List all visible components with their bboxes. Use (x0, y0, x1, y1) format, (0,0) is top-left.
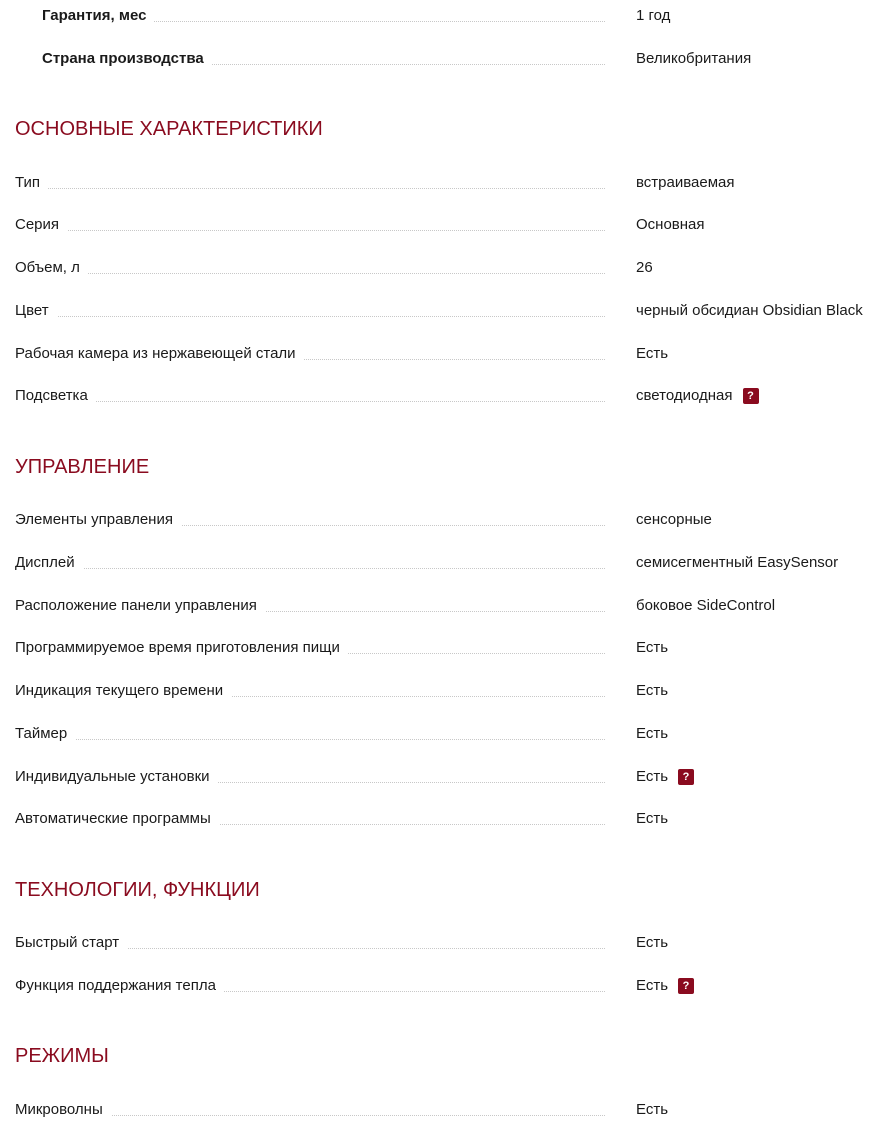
spec-row (0, 1100, 883, 1124)
spec-name: Цвет (15, 301, 57, 321)
dotted-leader (15, 739, 605, 740)
spec-name: Быстрый старт (15, 933, 127, 953)
spec-name: Микроволны (15, 1100, 111, 1120)
spec-value-text: семисегментный EasySensor (636, 554, 839, 571)
spec-name: Индивидуальные установки (15, 767, 218, 787)
spec-value (636, 767, 694, 787)
spec-row (0, 258, 883, 282)
spec-row (0, 638, 883, 662)
spec-name: Тип (15, 173, 48, 193)
dotted-leader (15, 568, 605, 569)
spec-name: Программируемое время приготовления пищи (15, 638, 348, 658)
help-button[interactable]: ? (678, 978, 694, 994)
spec-row (0, 510, 883, 534)
dotted-leader (15, 316, 605, 317)
spec-name: Объем, л (15, 258, 88, 278)
spec-value-text: 1 год (636, 7, 671, 24)
section-title-modes: РЕЖИМЫ (15, 1045, 109, 1067)
spec-name: Функция поддержания тепла (15, 976, 224, 996)
spec-value (636, 6, 670, 26)
spec-name: Элементы управления (15, 510, 181, 530)
section-title-technologies: ТЕХНОЛОГИИ, ФУНКЦИИ (15, 879, 260, 901)
spec-name: Рабочая камера из нержавеющей стали (15, 344, 304, 364)
spec-row-warranty (0, 6, 883, 30)
spec-value (636, 724, 668, 744)
help-button[interactable]: ? (743, 388, 759, 404)
spec-value (636, 809, 668, 829)
spec-value (636, 596, 775, 616)
spec-value (636, 1100, 668, 1120)
spec-row (0, 344, 883, 368)
spec-value (636, 553, 838, 573)
spec-value-text: Есть (636, 682, 669, 699)
spec-value (636, 933, 668, 953)
dotted-leader (15, 230, 605, 231)
spec-value (636, 49, 751, 69)
spec-value-text: 26 (636, 259, 653, 276)
spec-value (636, 976, 694, 996)
spec-value-text: Есть (636, 768, 669, 785)
dotted-leader (15, 401, 605, 402)
spec-row (0, 301, 883, 325)
dotted-leader (15, 273, 605, 274)
spec-row (0, 386, 883, 410)
spec-row (0, 767, 883, 791)
spec-name: Серия (15, 215, 67, 235)
spec-row (0, 553, 883, 577)
spec-value-text: боковое SideControl (636, 597, 776, 614)
spec-value-text: Есть (636, 977, 669, 994)
spec-value-text: светодиодная (636, 387, 733, 404)
spec-value-text: Есть (636, 639, 669, 656)
spec-name: Автоматические программы (15, 809, 219, 829)
spec-value (636, 301, 863, 321)
spec-value (636, 638, 668, 658)
spec-value (636, 510, 712, 530)
section-title-controls: УПРАВЛЕНИЕ (15, 456, 150, 478)
spec-name: Страна производства (15, 49, 212, 69)
spec-value-text: черный обсидиан Obsidian Black (636, 302, 863, 319)
spec-row-country (0, 49, 883, 73)
spec-value-text: Есть (636, 810, 669, 827)
spec-value-text: Есть (636, 934, 669, 951)
spec-row (0, 976, 883, 1000)
spec-value (636, 344, 668, 364)
spec-name: Гарантия, мес (15, 6, 154, 26)
spec-value-text: Есть (636, 1101, 669, 1118)
help-button[interactable]: ? (678, 769, 694, 785)
spec-value-text: Основная (636, 216, 705, 233)
spec-row (0, 933, 883, 957)
spec-value-text: Великобритания (636, 50, 752, 67)
spec-name: Дисплей (15, 553, 83, 573)
spec-row (0, 809, 883, 833)
spec-name: Подсветка (15, 386, 96, 406)
spec-value-text: встраиваемая (636, 174, 735, 191)
spec-row (0, 681, 883, 705)
spec-row (0, 596, 883, 620)
section-title-main-characteristics: ОСНОВНЫЕ ХАРАКТЕРИСТИКИ (15, 118, 323, 140)
spec-value-text: Есть (636, 345, 669, 362)
spec-value (636, 215, 705, 235)
spec-row (0, 215, 883, 239)
spec-name: Индикация текущего времени (15, 681, 231, 701)
spec-name: Таймер (15, 724, 75, 744)
spec-row (0, 173, 883, 197)
spec-value (636, 258, 653, 278)
spec-value (636, 681, 668, 701)
spec-value-text: сенсорные (636, 511, 712, 528)
spec-value (636, 386, 759, 406)
spec-name: Расположение панели управления (15, 596, 265, 616)
spec-value (636, 173, 735, 193)
spec-value-text: Есть (636, 725, 669, 742)
dotted-leader (15, 188, 605, 189)
spec-row (0, 724, 883, 748)
